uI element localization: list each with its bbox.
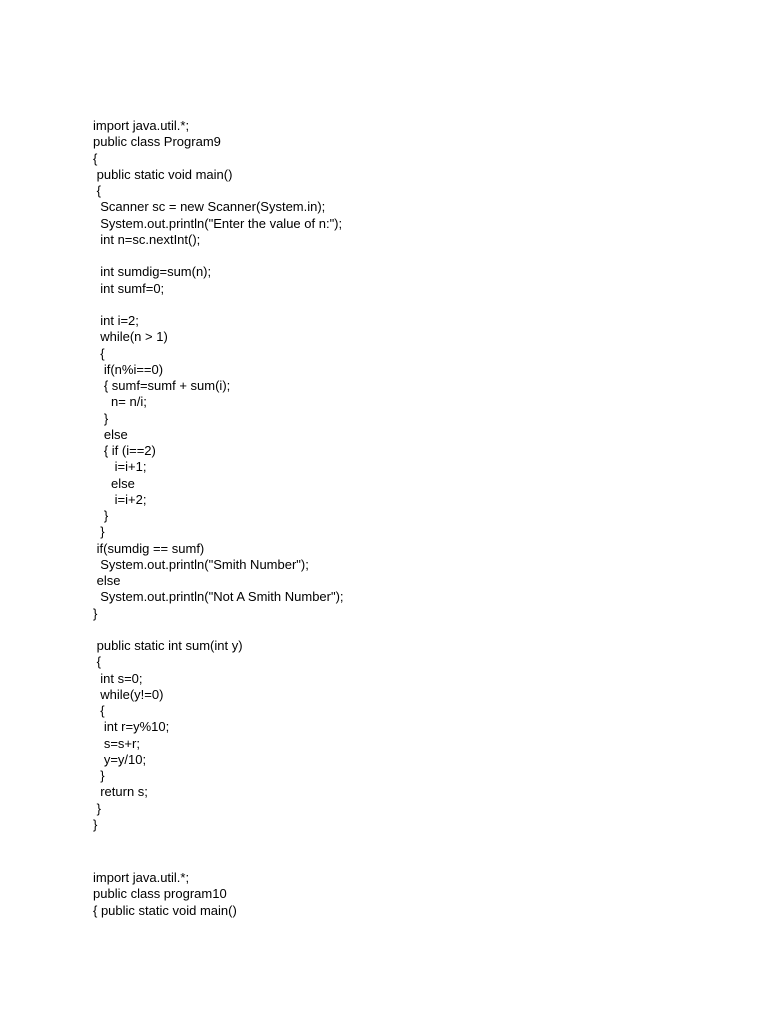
code-block-program9: [93, 118, 344, 833]
code-line: n= n/i;: [93, 394, 147, 410]
code-line: { if (i==2): [93, 443, 156, 458]
code-line: }: [93, 800, 101, 816]
code-line: i=i+1;: [93, 459, 147, 475]
code-line: int sumdig=sum(n);: [93, 264, 212, 280]
code-line: while(n > 1): [93, 329, 168, 345]
code-line: }: [93, 508, 109, 523]
code-line: {: [93, 183, 101, 198]
code-line: return s;: [93, 784, 148, 800]
code-line: public class program10: [93, 886, 227, 902]
code-line: public class Program9: [93, 134, 221, 150]
code-line: y=y/10;: [93, 751, 147, 767]
code-line: int sumf=0;: [93, 280, 165, 296]
code-line: System.out.println("Smith Number");: [93, 556, 309, 572]
code-line: {: [93, 703, 105, 718]
code-line: if(sumdig == sumf): [93, 540, 205, 556]
code-line: { public static void main(): [93, 902, 237, 918]
code-line: int i=2;: [93, 313, 139, 328]
code-line: s=s+r;: [93, 735, 140, 751]
code-line: System.out.println("Not A Smith Number");: [93, 589, 344, 605]
code-line: Scanner sc = new Scanner(System.in);: [93, 199, 326, 215]
code-line: { sumf=sumf + sum(i);: [93, 378, 231, 393]
code-line: int r=y%10;: [93, 719, 170, 735]
code-line: {: [93, 654, 101, 670]
code-line: else: [93, 426, 128, 442]
code-line: }: [93, 605, 98, 621]
code-line: [93, 297, 344, 313]
code-line: [93, 622, 344, 638]
code-line: {: [93, 345, 105, 361]
code-line: public static void main(): [93, 166, 233, 182]
code-line: else: [93, 573, 121, 588]
code-line: }: [93, 768, 105, 783]
code-line: i=i+2;: [93, 491, 147, 507]
code-line: }: [93, 816, 98, 832]
code-line: int n=sc.nextInt();: [93, 231, 201, 247]
code-line: System.out.println("Enter the value of n:");: [93, 215, 343, 231]
code-line: }: [93, 410, 109, 426]
code-line: int s=0;: [93, 670, 143, 686]
code-line: if(n%i==0): [93, 361, 164, 377]
code-line: import java.util.*;: [93, 870, 190, 885]
code-line: {: [93, 150, 98, 166]
code-line: }: [93, 524, 105, 540]
code-line: else: [93, 475, 135, 491]
code-line: while(y!=0): [93, 686, 164, 702]
code-block-program10: [93, 870, 237, 919]
code-line: [93, 248, 344, 264]
code-line: import java.util.*;: [93, 118, 190, 133]
code-line: public static int sum(int y): [93, 638, 243, 653]
